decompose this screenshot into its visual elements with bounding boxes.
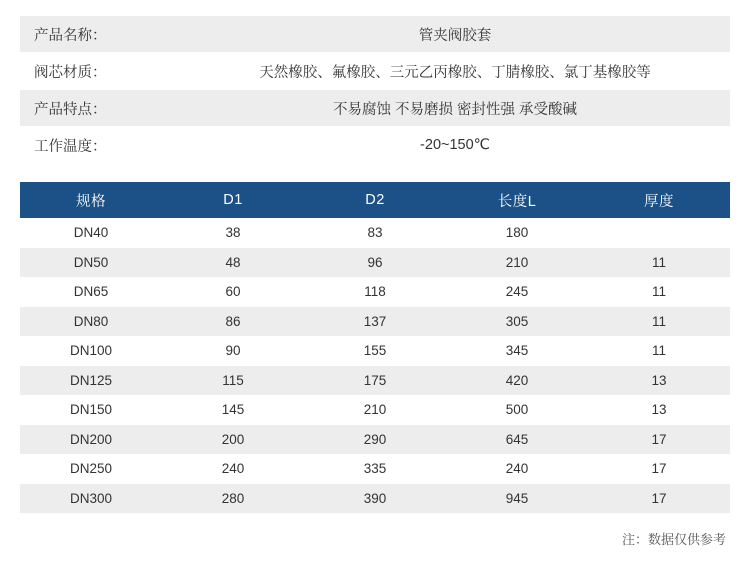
table-header-row <box>20 182 730 218</box>
cell-d2: 137 <box>304 307 446 337</box>
spec-label: 产品名称： <box>20 16 180 52</box>
cell-length: 240 <box>446 454 588 484</box>
cell-length: 345 <box>446 336 588 366</box>
table-row <box>20 307 730 337</box>
column-header-length: 长度L <box>446 182 588 218</box>
dimension-table-head <box>20 182 730 218</box>
table-row <box>20 336 730 366</box>
column-header-d2: D2 <box>304 182 446 218</box>
dimension-table <box>20 182 730 513</box>
cell-thickness: 11 <box>588 248 730 278</box>
table-row <box>20 277 730 307</box>
cell-d1: 200 <box>162 425 304 455</box>
column-header-d1: D1 <box>162 182 304 218</box>
table-row <box>20 484 730 514</box>
spec-row <box>20 53 730 89</box>
cell-d2: 290 <box>304 425 446 455</box>
cell-thickness <box>588 218 730 248</box>
cell-spec: DN300 <box>20 484 162 514</box>
cell-length: 945 <box>446 484 588 514</box>
column-header-spec: 规格 <box>20 182 162 218</box>
spec-value: 不易腐蚀 不易磨损 密封性强 承受酸碱 <box>180 90 730 126</box>
cell-d2: 96 <box>304 248 446 278</box>
cell-thickness: 11 <box>588 307 730 337</box>
cell-d2: 155 <box>304 336 446 366</box>
cell-d2: 210 <box>304 395 446 425</box>
product-spec-table <box>20 16 730 163</box>
cell-d2: 175 <box>304 366 446 396</box>
cell-d1: 38 <box>162 218 304 248</box>
cell-spec: DN40 <box>20 218 162 248</box>
cell-d1: 90 <box>162 336 304 366</box>
spec-value: 管夹阀胶套 <box>180 16 730 52</box>
spec-label: 阀芯材质： <box>20 53 180 89</box>
cell-d2: 335 <box>304 454 446 484</box>
table-row <box>20 218 730 248</box>
spec-label: 产品特点： <box>20 90 180 126</box>
cell-length: 245 <box>446 277 588 307</box>
dimension-table-body <box>20 218 730 513</box>
cell-d1: 86 <box>162 307 304 337</box>
cell-spec: DN250 <box>20 454 162 484</box>
spec-row <box>20 127 730 163</box>
column-header-thickness: 厚度 <box>588 182 730 218</box>
spec-row <box>20 16 730 52</box>
cell-spec: DN100 <box>20 336 162 366</box>
cell-thickness: 17 <box>588 425 730 455</box>
cell-thickness: 17 <box>588 454 730 484</box>
cell-spec: DN125 <box>20 366 162 396</box>
cell-spec: DN80 <box>20 307 162 337</box>
spec-value: 天然橡胶、氟橡胶、三元乙丙橡胶、丁腈橡胶、氯丁基橡胶等 <box>180 53 730 89</box>
cell-length: 210 <box>446 248 588 278</box>
spec-row <box>20 90 730 126</box>
cell-spec: DN65 <box>20 277 162 307</box>
cell-d1: 280 <box>162 484 304 514</box>
cell-d1: 115 <box>162 366 304 396</box>
cell-d2: 390 <box>304 484 446 514</box>
data-reference-note: 注：数据仅供参考 <box>621 532 726 547</box>
cell-length: 180 <box>446 218 588 248</box>
dimension-table-wrapper <box>20 182 730 513</box>
cell-length: 645 <box>446 425 588 455</box>
cell-d1: 60 <box>162 277 304 307</box>
cell-d1: 145 <box>162 395 304 425</box>
product-spec-body <box>20 16 730 163</box>
table-row <box>20 454 730 484</box>
cell-thickness: 11 <box>588 277 730 307</box>
cell-thickness: 13 <box>588 395 730 425</box>
cell-thickness: 11 <box>588 336 730 366</box>
cell-length: 420 <box>446 366 588 396</box>
table-row <box>20 425 730 455</box>
cell-d2: 83 <box>304 218 446 248</box>
cell-thickness: 17 <box>588 484 730 514</box>
table-row <box>20 366 730 396</box>
cell-spec: DN50 <box>20 248 162 278</box>
spec-label: 工作温度： <box>20 127 180 163</box>
cell-length: 500 <box>446 395 588 425</box>
table-row <box>20 395 730 425</box>
cell-length: 305 <box>446 307 588 337</box>
cell-spec: DN150 <box>20 395 162 425</box>
cell-thickness: 13 <box>588 366 730 396</box>
cell-d1: 240 <box>162 454 304 484</box>
cell-spec: DN200 <box>20 425 162 455</box>
cell-d2: 118 <box>304 277 446 307</box>
table-row <box>20 248 730 278</box>
spec-value: -20~150℃ <box>180 127 730 163</box>
cell-d1: 48 <box>162 248 304 278</box>
